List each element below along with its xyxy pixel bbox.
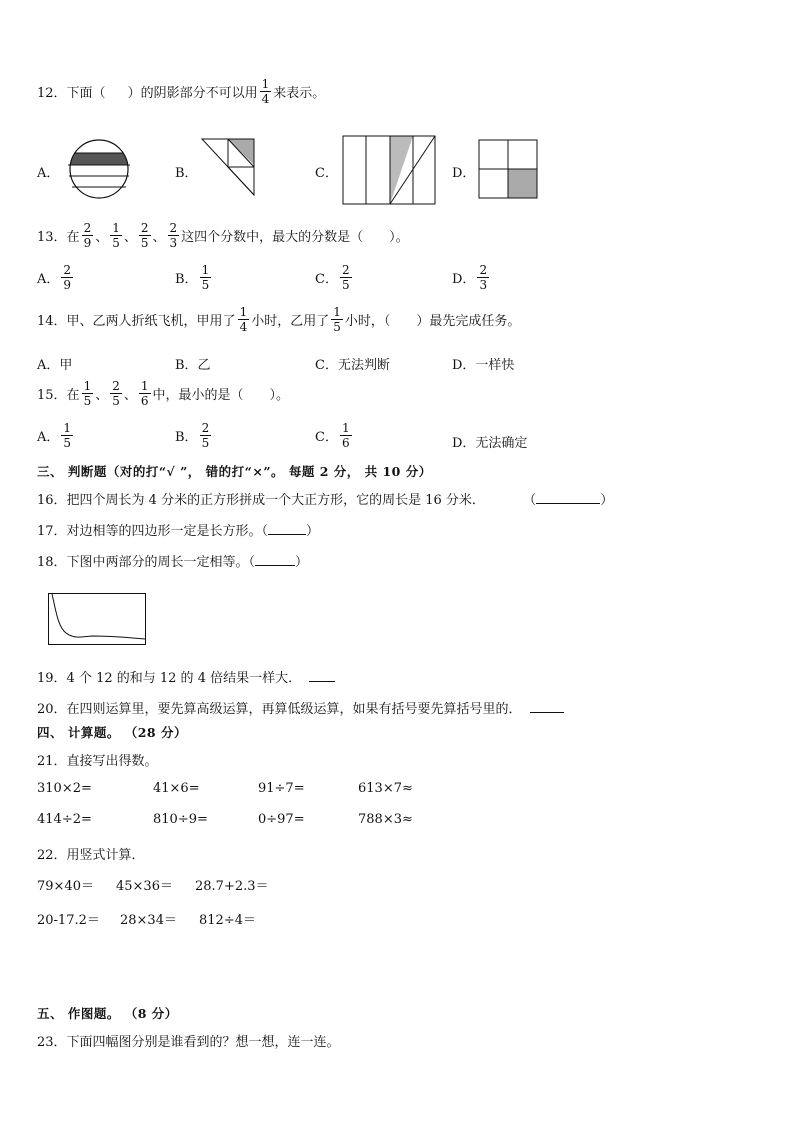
q22-item: 20-17.2＝ bbox=[37, 913, 100, 928]
q21-text: 21．直接写出得数。 bbox=[37, 754, 158, 769]
q18-answer-blank[interactable] bbox=[255, 553, 295, 566]
q18: 18．下图中两部分的周长一定相等。（ ） bbox=[37, 555, 309, 570]
dividing-curve bbox=[52, 594, 145, 639]
circle-outline bbox=[70, 140, 128, 198]
q12-text-a: 下面（ bbox=[66, 86, 106, 101]
q13-fraction-3: $\frac{2}{5}$ bbox=[140, 221, 149, 250]
q14-stem bbox=[37, 306, 520, 333]
q14-text-b: 小时，乙用了 bbox=[251, 314, 330, 329]
shaded-triangle bbox=[390, 136, 413, 204]
q22-item: 79×40＝ bbox=[37, 879, 94, 894]
q17-answer-blank[interactable] bbox=[268, 522, 306, 535]
rectangle-outline bbox=[49, 594, 146, 645]
q22-item: 28.7+2.3＝ bbox=[195, 879, 269, 894]
q14-option-c[interactable]: C．无法判断 bbox=[315, 358, 390, 373]
shaded-quarter bbox=[508, 169, 537, 198]
q14-fraction-1: $\frac{1}{4}$ bbox=[239, 305, 248, 334]
q12-option-c-label[interactable]: C． bbox=[315, 166, 338, 181]
q13-fraction-1: $\frac{2}{9}$ bbox=[83, 221, 92, 250]
q21-item: 0÷97= bbox=[258, 812, 305, 827]
q21-item: 810÷9= bbox=[153, 812, 208, 827]
q13-fraction-4: $\frac{2}{3}$ bbox=[169, 221, 178, 250]
q21-item: 91÷7= bbox=[258, 781, 305, 796]
q15-option-b[interactable]: B． $\frac{2}{5}$ bbox=[175, 421, 210, 450]
q12-option-a-label[interactable]: A． bbox=[37, 166, 60, 181]
q13-option-d[interactable]: D． $\frac{2}{3}$ bbox=[452, 263, 488, 292]
q13-option-a[interactable]: A． $\frac{2}{9}$ bbox=[37, 263, 72, 292]
q13-text-b: 这四个分数中，最大的分数是（ ）。 bbox=[181, 230, 409, 245]
q13-stem: 13． 在 $\frac{2}{9}$ 、 $\frac{1}{5}$ 、 $\frac{2}{5}$ 、 $\frac{2}{3}$ 这四个分数中，最大的分数是（ ）。 bbox=[37, 221, 409, 250]
q19-answer-blank[interactable] bbox=[309, 669, 335, 682]
rectangle-outline bbox=[343, 136, 435, 204]
q14-text-c: 小时，（ ）最先完成任务。 bbox=[344, 314, 521, 329]
q16-text: 16．把四个周长为 4 分米的正方形拼成一个大正方形，它的周长是 16 分米． bbox=[37, 493, 485, 508]
q21-item: 414÷2= bbox=[37, 812, 92, 827]
q14-option-b[interactable]: B．乙 bbox=[175, 358, 211, 373]
inner-line bbox=[228, 167, 254, 195]
q21-item: 613×7≈ bbox=[358, 781, 413, 796]
q19-text: 19．4 个 12 的和与 12 的 4 倍结果一样大． bbox=[37, 671, 302, 686]
q13-fraction-2: $\frac{1}{5}$ bbox=[112, 221, 120, 250]
q20-text: 20．在四则运算里，要先算高级运算，再算低级运算，如果有括号要先算括号里的． bbox=[37, 702, 522, 717]
q22-item: 45×36＝ bbox=[116, 879, 173, 894]
q12-text-c: 来表示。 bbox=[273, 86, 326, 101]
q14-fraction-2: $\frac{1}{5}$ bbox=[333, 305, 341, 334]
q15-text-a: 在 bbox=[66, 388, 80, 403]
q22-item: 28×34＝ bbox=[120, 913, 177, 928]
q12-text-b: ）的阴影部分不可以用 bbox=[127, 86, 258, 101]
q15-option-d[interactable]: D．无法确定 bbox=[452, 436, 528, 451]
q21-item: 41×6= bbox=[153, 781, 200, 796]
q12-number: 12． bbox=[37, 86, 67, 101]
q15-text-b: 中，最小的是（ ）。 bbox=[152, 388, 290, 403]
q15-option-a[interactable]: A． $\frac{1}{5}$ bbox=[37, 421, 72, 450]
q18-text: 18．下图中两部分的周长一定相等。（ bbox=[37, 555, 256, 570]
q23-text: 23．下面四幅图分别是谁看到的？想一想，连一连。 bbox=[37, 1035, 340, 1050]
q20-answer-blank[interactable] bbox=[530, 700, 564, 713]
shaded-band bbox=[66, 153, 132, 165]
q16: 16．把四个周长为 4 分米的正方形拼成一个大正方形，它的周长是 16 分米． （ ） bbox=[37, 493, 614, 508]
q12-option-d-square-figure bbox=[479, 140, 539, 200]
q14-option-a[interactable]: A．甲 bbox=[37, 358, 73, 373]
q12-option-a-circle-figure bbox=[66, 139, 132, 199]
q13-option-b[interactable]: B． $\frac{1}{5}$ bbox=[175, 263, 210, 292]
q12-fraction: $\frac{1}{4}$ bbox=[261, 77, 270, 106]
q12-option-c-rectangle-figure bbox=[343, 136, 437, 208]
q21-item: 788×3≈ bbox=[358, 812, 413, 827]
q15-option-c[interactable]: C． $\frac{1}{6}$ bbox=[315, 421, 350, 450]
q17: 17．对边相等的四边形一定是长方形。（ ） bbox=[37, 524, 320, 539]
q15-fraction-3: $\frac{1}{6}$ bbox=[140, 379, 149, 408]
q13-number: 13． bbox=[37, 230, 67, 245]
q20 bbox=[37, 698, 564, 717]
section-5-title: 五、 作图题。 （8 分） bbox=[37, 1006, 178, 1021]
q22-text: 22．用竖式计算． bbox=[37, 848, 145, 863]
q15-stem: 15． 在 $\frac{1}{5}$ 、 $\frac{2}{5}$ 、 $\frac{1}{6}$ 中，最小的是（ ）。 bbox=[37, 379, 290, 408]
q21-item: 310×2= bbox=[37, 781, 92, 796]
section-4-title: 四、 计算题。 （28 分） bbox=[37, 725, 187, 740]
q14-option-d[interactable]: D．一样快 bbox=[452, 358, 515, 373]
q15-fraction-1: $\frac{1}{5}$ bbox=[83, 379, 92, 408]
q14-text-a: 甲、乙两人折纸飞机，甲用了 bbox=[66, 314, 236, 329]
q12-option-d-label[interactable]: D． bbox=[452, 166, 476, 181]
q18-rectangle-figure bbox=[48, 593, 148, 647]
q15-number: 15． bbox=[37, 388, 67, 403]
q19 bbox=[37, 667, 335, 686]
q12-option-b-triangle-figure bbox=[196, 139, 260, 203]
q12-option-b-label[interactable]: B． bbox=[175, 166, 198, 181]
q14-number: 14． bbox=[37, 314, 67, 329]
q17-text: 17．对边相等的四边形一定是长方形。（ bbox=[37, 524, 269, 539]
q16-answer-blank[interactable] bbox=[536, 491, 600, 504]
section-3-title: 三、 判断题（对的打“√ ”， 错的打“×”。 每题 2 分， 共 10 分） bbox=[37, 464, 432, 479]
q13-text-a: 在 bbox=[66, 230, 80, 245]
q12-stem bbox=[37, 78, 325, 105]
q22-item: 812÷4＝ bbox=[199, 913, 256, 928]
q15-fraction-2: $\frac{2}{5}$ bbox=[112, 379, 120, 408]
q13-option-c[interactable]: C． $\frac{2}{5}$ bbox=[315, 263, 350, 292]
